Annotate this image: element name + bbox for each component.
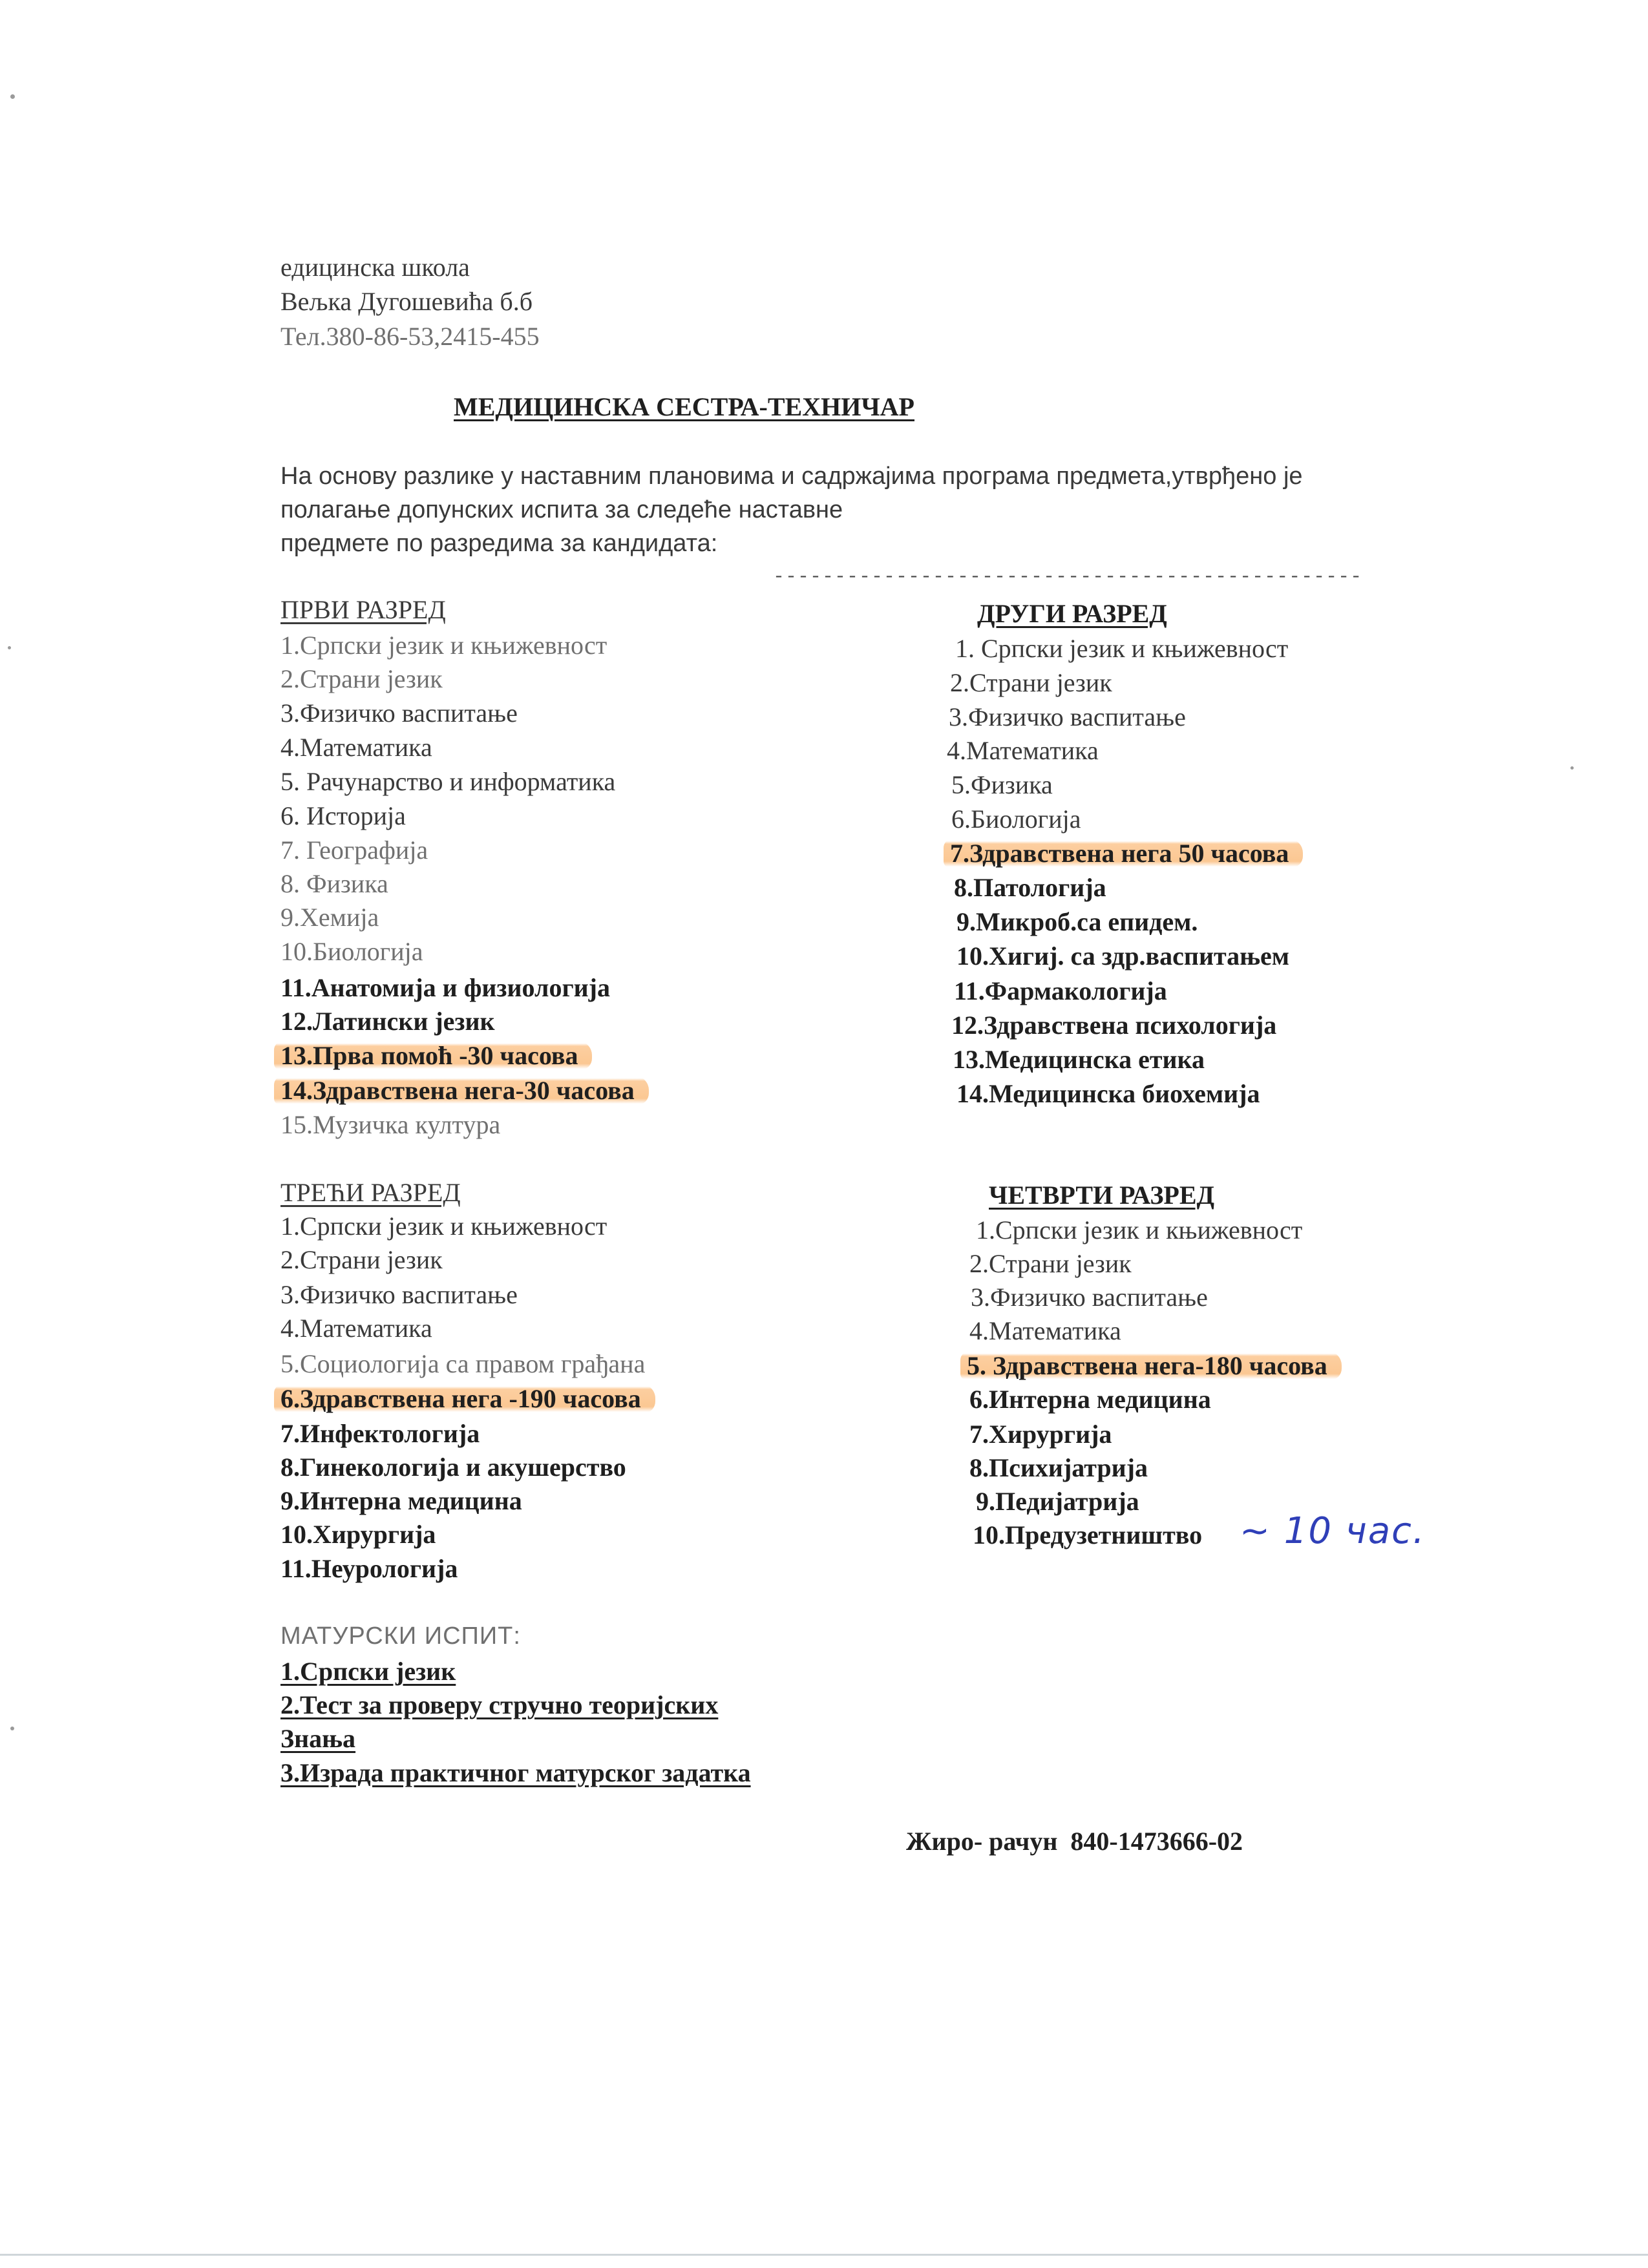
page-title: МЕДИЦИНСКА СЕСТРА-ТЕХНИЧАР	[454, 392, 914, 421]
scan-speck	[8, 646, 11, 649]
fourth-grade-item-3: 3.Физичко васпитање	[971, 1283, 1208, 1312]
first-grade-item-5: 5. Рачунарство и информатика	[280, 767, 616, 796]
highlight-marker: 5. Здравствена нега-180 часова	[960, 1351, 1342, 1380]
second-grade-item-7	[950, 838, 1303, 869]
fourth-grade-item-10: 10.Предузетништво	[973, 1520, 1203, 1549]
first-grade-item-1: 1.Српски језик и књижевност	[280, 631, 607, 660]
highlight-marker: 6.Здравствена нега -190 часова	[274, 1384, 655, 1413]
intro-line-2: полагање допунских испита за следеће наставне	[280, 496, 843, 523]
fourth-grade-item-2: 2.Страни језик	[969, 1249, 1132, 1278]
second-grade-item-12: 12.Здравствена психологија	[951, 1011, 1277, 1040]
intro-line-3: предмете по разредима за кандидата:	[280, 530, 718, 557]
third-grade-item-9: 9.Интерна медицина	[280, 1486, 522, 1515]
second-grade-item-2: 2.Страни језик	[950, 668, 1112, 697]
matura-item-2-continued: Знања	[280, 1724, 356, 1753]
first-grade-item-9: 9.Хемија	[280, 903, 379, 932]
first-grade-item-6: 6. Историја	[280, 801, 406, 830]
second-grade-item-14: 14.Медицинска биохемија	[956, 1079, 1260, 1108]
third-grade-item-8: 8.Гинекологија и акушерство	[280, 1453, 626, 1482]
matura-item-2: 2.Тест за проверу стручно теоријских	[280, 1690, 719, 1719]
fourth-grade-item-6: 6.Интерна медицина	[969, 1385, 1211, 1414]
fourth-grade-heading: ЧЕТВРТИ РАЗРЕД	[989, 1181, 1215, 1210]
school-name: едицинска школа	[280, 253, 470, 282]
highlight-marker: 14.Здравствена нега-30 часова	[274, 1076, 649, 1105]
bank-account: Жиро- рачун 840-1473666-02	[906, 1827, 1243, 1856]
highlight-marker: 13.Прва помоћ -30 часова	[274, 1041, 592, 1070]
second-grade-item-8: 8.Патологија	[954, 873, 1106, 902]
third-grade-heading: ТРЕЋИ РАЗРЕД	[280, 1178, 461, 1207]
third-grade-item-11: 11.Неурологија	[280, 1554, 458, 1583]
matura-item-1: 1.Српски језик	[280, 1657, 456, 1686]
second-grade-item-9: 9.Микроб.са епидем.	[956, 907, 1198, 936]
matura-item-3: 3.Израда практичног матурског задатка	[280, 1758, 751, 1787]
second-grade-item-4: 4.Математика	[947, 736, 1099, 765]
first-grade-heading: ПРВИ РАЗРЕД	[280, 595, 446, 624]
school-address: Вељка Дугошевића б.б	[280, 287, 533, 316]
second-grade-item-5: 5.Физика	[951, 770, 1053, 799]
first-grade-item-8: 8. Физика	[280, 869, 388, 898]
candidate-name-blank: ------------------------------------------------	[773, 566, 1363, 588]
scan-edge	[0, 2254, 1648, 2256]
second-grade-item-3: 3.Физичко васпитање	[949, 702, 1186, 731]
second-grade-item-6: 6.Биологија	[951, 804, 1081, 834]
fourth-grade-item-5	[967, 1350, 1342, 1381]
first-grade-item-13	[280, 1040, 592, 1071]
third-grade-item-10: 10.Хирургија	[280, 1520, 436, 1549]
first-grade-item-4: 4.Математика	[280, 733, 432, 762]
second-grade-item-11: 11.Фармакологија	[954, 976, 1167, 1005]
third-grade-item-6	[280, 1383, 655, 1414]
fourth-grade-item-8: 8.Психијатрија	[969, 1453, 1148, 1482]
handwritten-note: ~ 10 час.	[1240, 1510, 1426, 1552]
third-grade-item-1: 1.Српски језик и књижевност	[280, 1212, 607, 1241]
third-grade-item-2: 2.Страни језик	[280, 1245, 443, 1274]
first-grade-item-12: 12.Латински језик	[280, 1007, 495, 1036]
fourth-grade-item-9: 9.Педијатрија	[976, 1487, 1139, 1516]
second-grade-item-10: 10.Хигиј. са здр.васпитањем	[956, 941, 1289, 971]
scan-speck	[10, 1727, 14, 1730]
second-grade-item-1: 1. Српски језик и књижевност	[955, 634, 1289, 663]
fourth-grade-item-7: 7.Хирургија	[969, 1420, 1112, 1449]
intro-line-1: На основу разлике у наставним плановима и садржајима програма предмета,утврђено је	[280, 463, 1303, 490]
first-grade-item-15: 15.Музичка култура	[280, 1110, 501, 1139]
school-phone: Тел.380-86-53,2415-455	[280, 322, 540, 351]
matura-heading: МАТУРСКИ ИСПИТ:	[280, 1622, 521, 1650]
first-grade-item-3: 3.Физичко васпитање	[280, 698, 518, 728]
first-grade-item-11: 11.Анатомија и физиологија	[280, 973, 610, 1002]
first-grade-item-7: 7. Географија	[280, 835, 428, 865]
fourth-grade-item-1: 1.Српски језик и књижевност	[976, 1215, 1303, 1244]
second-grade-heading: ДРУГИ РАЗРЕД	[977, 599, 1167, 628]
first-grade-item-10: 10.Биологија	[280, 937, 423, 966]
scan-speck	[10, 94, 15, 99]
first-grade-item-14	[280, 1075, 649, 1106]
third-grade-item-3: 3.Физичко васпитање	[280, 1280, 518, 1309]
third-grade-item-4: 4.Математика	[280, 1314, 432, 1343]
scan-speck	[1570, 766, 1574, 770]
third-grade-item-7: 7.Инфектологија	[280, 1419, 480, 1448]
third-grade-item-5: 5.Социологија са правом грађана	[280, 1349, 646, 1378]
first-grade-item-2: 2.Страни језик	[280, 664, 443, 693]
highlight-marker: 7.Здравствена нега 50 часова	[944, 839, 1303, 868]
fourth-grade-item-4: 4.Математика	[969, 1316, 1121, 1345]
second-grade-item-13: 13.Медицинска етика	[953, 1045, 1205, 1074]
